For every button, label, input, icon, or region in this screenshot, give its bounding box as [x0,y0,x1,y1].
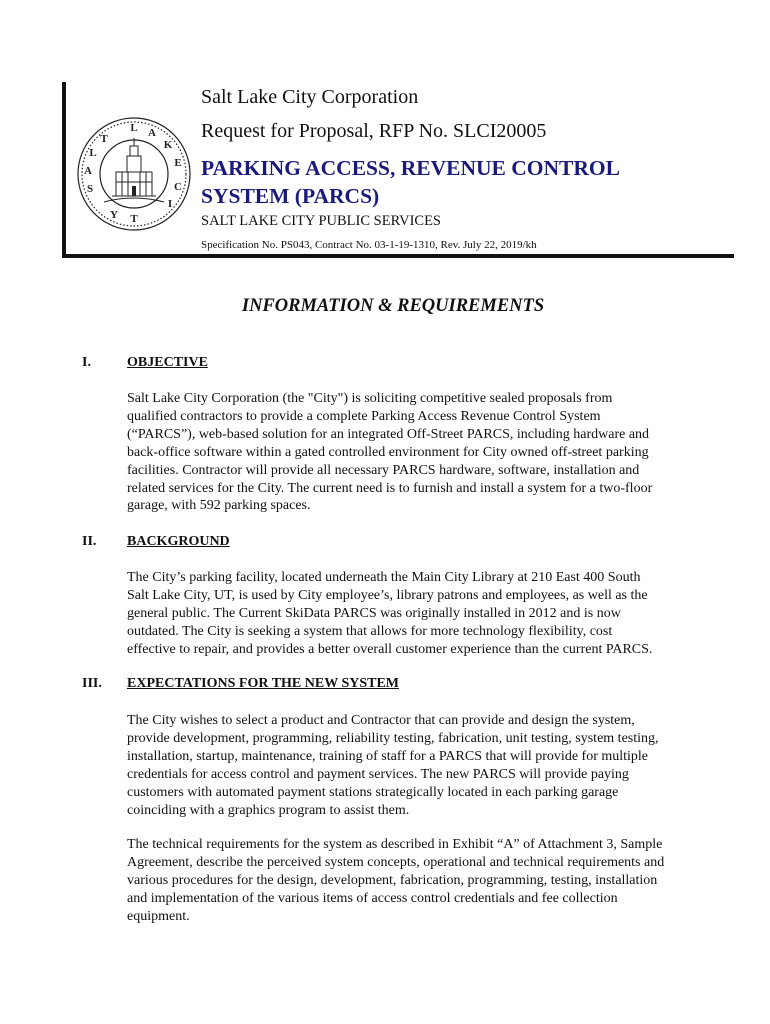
section-paragraph [127,569,707,659]
text-line: back-office software within a gated controlled environment for City owned off-street parking [127,444,649,460]
seal-letter: L [130,122,138,134]
document-header [62,82,734,258]
seal-letter: Y [110,209,118,221]
text-line: installation, startup, maintenance, training of staff for a PARCS that will provide for multiple [127,748,649,764]
header-left-rule [62,82,66,258]
section-title: EXPECTATIONS FOR THE NEW SYSTEM [127,676,400,691]
seal-letter: I [167,198,173,210]
document-title: INFORMATION & REQUIREMENTS [241,296,545,316]
text-line: garage, with 592 parking spaces. [127,498,311,514]
text-line: effective to repair, and provides a better overall customer experience than the current PARCS. [127,641,653,657]
seal-letter: T [100,133,108,145]
seal-letter: E [174,157,182,169]
org-name: Salt Lake City Corporation [201,86,419,108]
seal-letter: L [89,147,97,159]
text-line: The City wishes to select a product and Contractor that can provide and design the system, [127,713,635,728]
section-paragraph [127,390,707,515]
text-line: The City’s parking facility, located underneath the Main City Library at 210 East 400 South [127,570,641,585]
section-number: II. [82,534,97,549]
project-title-line: PARKING ACCESS, REVENUE CONTROL [201,156,620,180]
seal-letter: A [84,165,92,177]
project-title [201,154,721,210]
rfp-number: Request for Proposal, RFP No. SLCI20005 [201,120,547,142]
text-line: The technical requirements for the system as described in Exhibit “A” of Attachment 3, Sample [127,837,663,852]
seal-letter: C [174,181,182,193]
text-line: customers with automated payment stations strategically located in each parking garage [127,784,619,800]
text-line: qualified contractors to provide a complete Parking Access Revenue Control System [127,408,601,424]
seal-letter: K [163,139,173,151]
department-name: SALT LAKE CITY PUBLIC SERVICES [201,213,441,229]
section-title: BACKGROUND [127,534,230,549]
text-line: (“PARCS”), web-based solution for an integrated Off-Street PARCS, including hardware and [127,426,650,442]
text-line: related services for the City. The current need is to furnish and install a system for a two-floor [127,480,653,496]
section-number: I. [82,355,91,370]
city-seal-logo [74,114,194,234]
header-bottom-rule [62,254,734,258]
text-line: Salt Lake City Corporation (the "City") is soliciting competitive sealed proposals from [127,391,613,406]
section-paragraph [127,712,707,819]
seal-letter: A [148,127,156,139]
text-line: provide development, programming, reliability testing, fabrication, unit testing, system testing, [127,730,659,746]
text-line: and implementation of the various items of access control credentials and fee collection [127,890,618,906]
text-line: coinciding with a graphics program to assist them. [127,802,410,818]
section-title: OBJECTIVE [127,355,208,370]
section-paragraph [127,836,707,926]
text-line: equipment. [127,908,190,924]
seal-letter: S [86,183,94,195]
specification-line: Specification No. PS043, Contract No. 03-1-19-1310, Rev. July 22, 2019/kh [201,239,537,251]
text-line: credentials for access control and payment services. The new PARCS will provide paying [127,766,629,782]
text-line: Salt Lake City, UT, is used by City employee’s, library patrons and employees, as well as the [127,587,648,603]
text-line: facilities. Contractor will provide all necessary PARCS hardware, software, installation and [127,462,640,478]
text-line: outdated. The City is seeking a system that allows for more technology flexibility, cost [127,623,613,639]
text-line: general public. The Current SkiData PARCS was originally installed in 2012 and is now [127,605,621,621]
text-line: Agreement, describe the perceived system concepts, operational and technical requirements and [127,854,665,870]
section-number: III. [82,676,102,691]
seal-letter: T [130,213,138,225]
text-line: various procedures for the design, development, fabrication, programming, testing, installation [127,872,658,888]
project-title-line: SYSTEM (PARCS) [201,184,380,208]
